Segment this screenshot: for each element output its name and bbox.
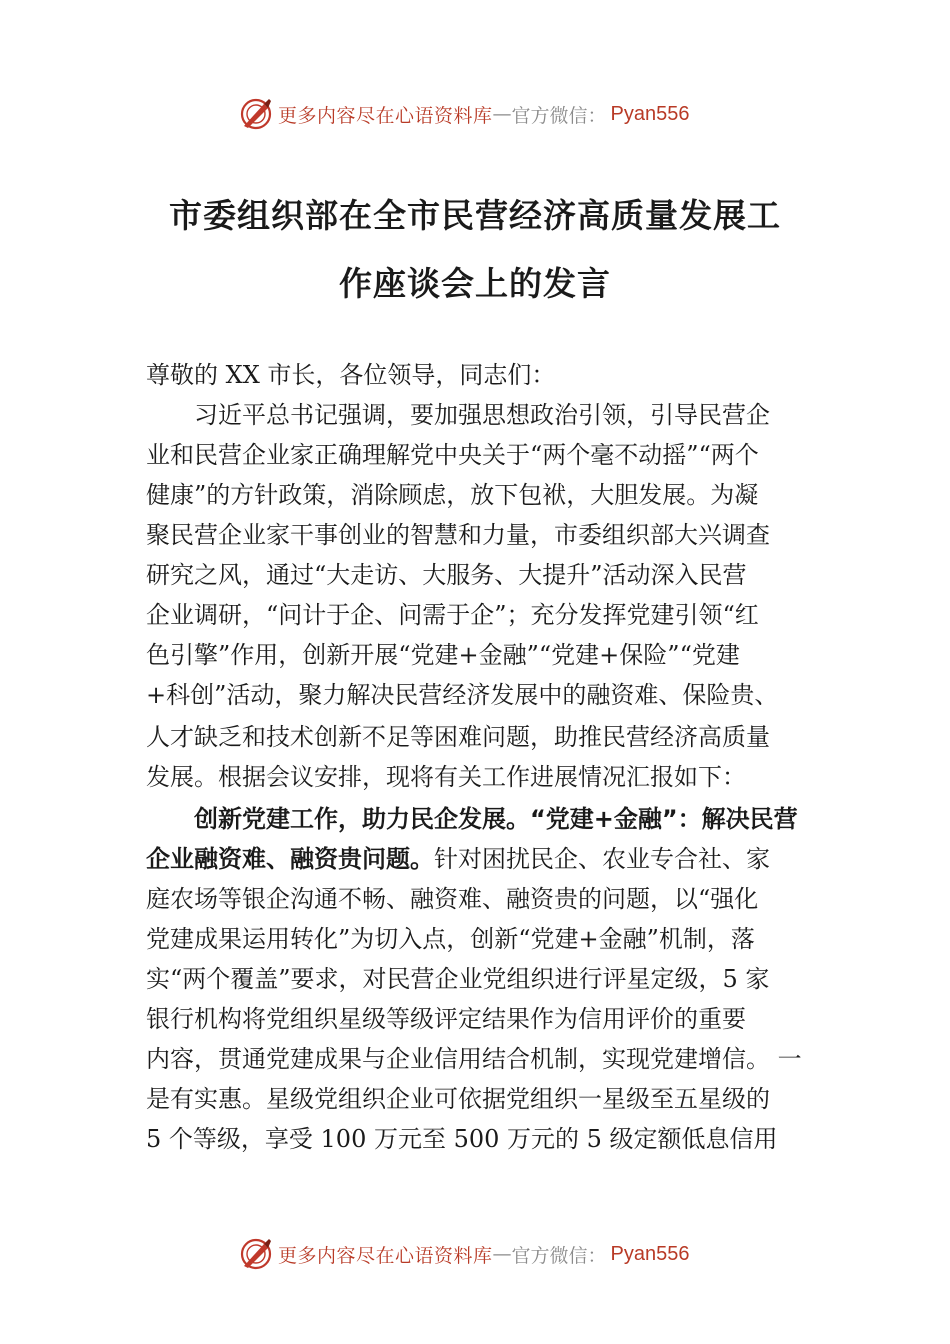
paragraph-1-line: 研究之风，通过“大走访、大服务、大提升”活动深入民营 <box>146 561 747 589</box>
watermark-label: 官方微信： <box>511 1244 607 1267</box>
paragraph-2-line-text: 针对困扰民企、农业专合社、家 <box>434 845 770 873</box>
document-title-line-1: 市委组织部在全市民营经济高质量发展工 <box>169 196 781 235</box>
watermark-separator: — <box>492 103 512 125</box>
paragraph-1-line: 人才缺乏和技术创新不足等困难问题，助推民营经济高质量 <box>146 723 770 751</box>
paragraph-2-line: 内容，贯通党建成果与企业信用结合机制，实现党建增信。 一 <box>146 1045 802 1073</box>
watermark-separator: — <box>492 1243 512 1265</box>
section-heading-line-2: 企业融资难、融资贵问题。 <box>146 845 434 873</box>
paragraph-2-line <box>146 844 816 874</box>
watermark-site-text: 更多内容尽在心语资料库 <box>278 104 493 127</box>
watermark-label: 官方微信： <box>511 104 607 127</box>
paragraph-2-line: 是有实惠。星级党组织企业可依据党组织一星级至五星级的 <box>146 1085 770 1113</box>
document-title-line-2: 作座谈会上的发言 <box>339 264 611 303</box>
paragraph-1-line: 健康”的方针政策，消除顾虑，放下包袱，大胆发展。为凝 <box>146 481 759 509</box>
paragraph-1-line: 发展。根据会议安排，现将有关工作进展情况汇报如下： <box>146 763 746 791</box>
watermark-site-text: 更多内容尽在心语资料库 <box>278 1244 493 1267</box>
pen-seal-icon <box>238 1236 274 1272</box>
paragraph-1-line: 企业调研，“问计于企、问需于企”；充分发挥党建引领“红 <box>146 601 759 629</box>
paragraph-1-line: 色引擎”作用，创新开展“党建+金融”“党建+保险”“党建 <box>146 641 740 669</box>
paragraph-1-line: +科创”活动，聚力解决民营经济发展中的融资难、保险贵、 <box>146 681 779 709</box>
header-watermark <box>0 94 950 134</box>
salutation: 尊敬的 XX 市长，各位领导，同志们： <box>146 361 556 389</box>
watermark-wechat-id: Pyan556 <box>610 102 690 125</box>
paragraph-2-line: 5 个等级，享受 100 万元至 500 万元的 5 级定额低息信用 <box>146 1125 778 1153</box>
paragraph-2-line: 银行机构将党组织星级等级评定结果作为信用评价的重要 <box>146 1005 746 1033</box>
section-heading-line-1: 创新党建工作，助力民企发展。“党建+金融”：解决民营 <box>194 805 798 833</box>
paragraph-2-line: 庭农场等银企沟通不畅、融资难、融资贵的问题，以“强化 <box>146 885 759 913</box>
pen-seal-icon <box>238 96 274 132</box>
paragraph-2-line: 实“两个覆盖”要求，对民营企业党组织进行评星定级，5 家 <box>146 965 770 993</box>
paragraph-2-line: 党建成果运用转化”为切入点，创新“党建+金融”机制，落 <box>146 925 755 953</box>
paragraph-1-line: 聚民营企业家干事创业的智慧和力量，市委组织部大兴调查 <box>146 521 770 549</box>
paragraph-1-line: 业和民营企业家正确理解党中央关于“两个毫不动摇”“两个 <box>146 441 759 469</box>
footer-watermark <box>0 1234 950 1274</box>
paragraph-1-line: 习近平总书记强调，要加强思想政治引领，引导民营企 <box>194 401 770 429</box>
watermark-wechat-id: Pyan556 <box>610 1242 690 1265</box>
